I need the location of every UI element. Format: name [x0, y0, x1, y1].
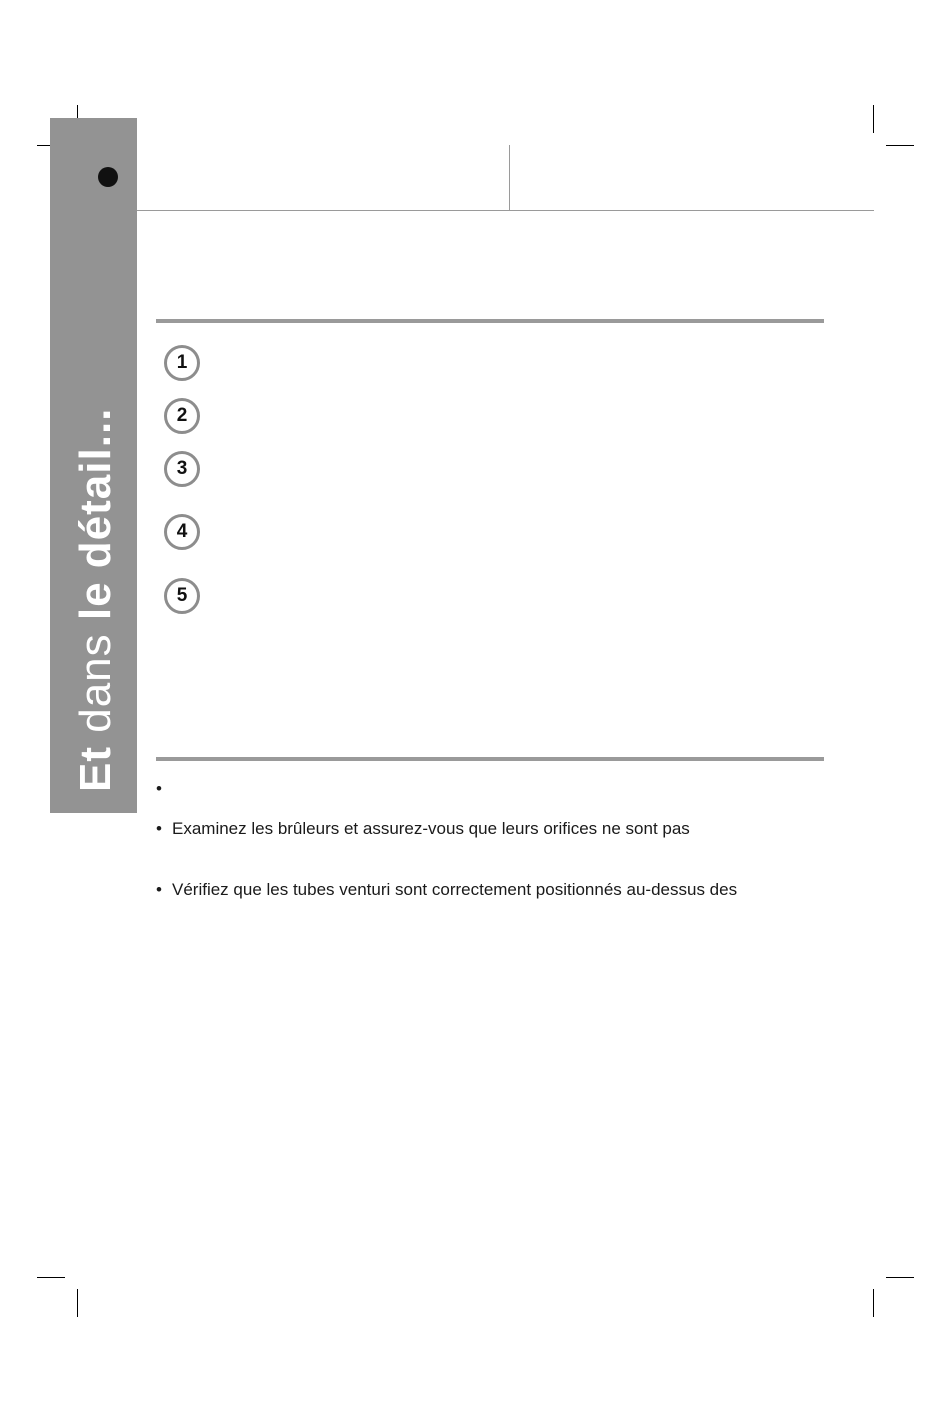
side-title-regular: dans: [71, 620, 120, 746]
crop-mark-bottom-right-vertical: [873, 1289, 874, 1317]
section-rule-bottom: [156, 757, 824, 761]
bullet-item-1: [156, 778, 172, 800]
crop-mark-bottom-right-horizontal: [886, 1277, 914, 1278]
header-divider: [509, 145, 510, 210]
bullet-mark: •: [156, 819, 162, 838]
crop-mark-top-right-horizontal: [886, 145, 914, 146]
step-4-marker: 4: [164, 514, 200, 550]
bullet-item-3: [156, 879, 737, 901]
crop-mark-bottom-left-vertical: [77, 1289, 78, 1317]
section-rule-top: [156, 319, 824, 323]
side-title-bold: Et: [71, 746, 120, 792]
bullet-item-2: [156, 818, 690, 840]
crop-mark-bottom-left-horizontal: [37, 1277, 65, 1278]
step-5-marker: 5: [164, 578, 200, 614]
step-2-marker: 2: [164, 398, 200, 434]
header-rule: [137, 210, 874, 211]
bullet-text-3: Vérifiez que les tubes venturi sont correctement positionnés au-dessus des: [172, 880, 738, 899]
bullet-mark: •: [156, 779, 162, 798]
step-1-marker: 1: [164, 345, 200, 381]
bullet-mark: •: [156, 880, 162, 899]
crop-mark-top-right-vertical: [873, 105, 874, 133]
bullet-dot-icon: [98, 167, 118, 187]
side-tab-title: [68, 372, 124, 792]
bullet-text-2: Examinez les brûleurs et assurez-vous que leurs orifices ne sont pas: [172, 819, 690, 838]
side-title-bold-2: le détail...: [71, 407, 120, 621]
step-3-marker: 3: [164, 451, 200, 487]
